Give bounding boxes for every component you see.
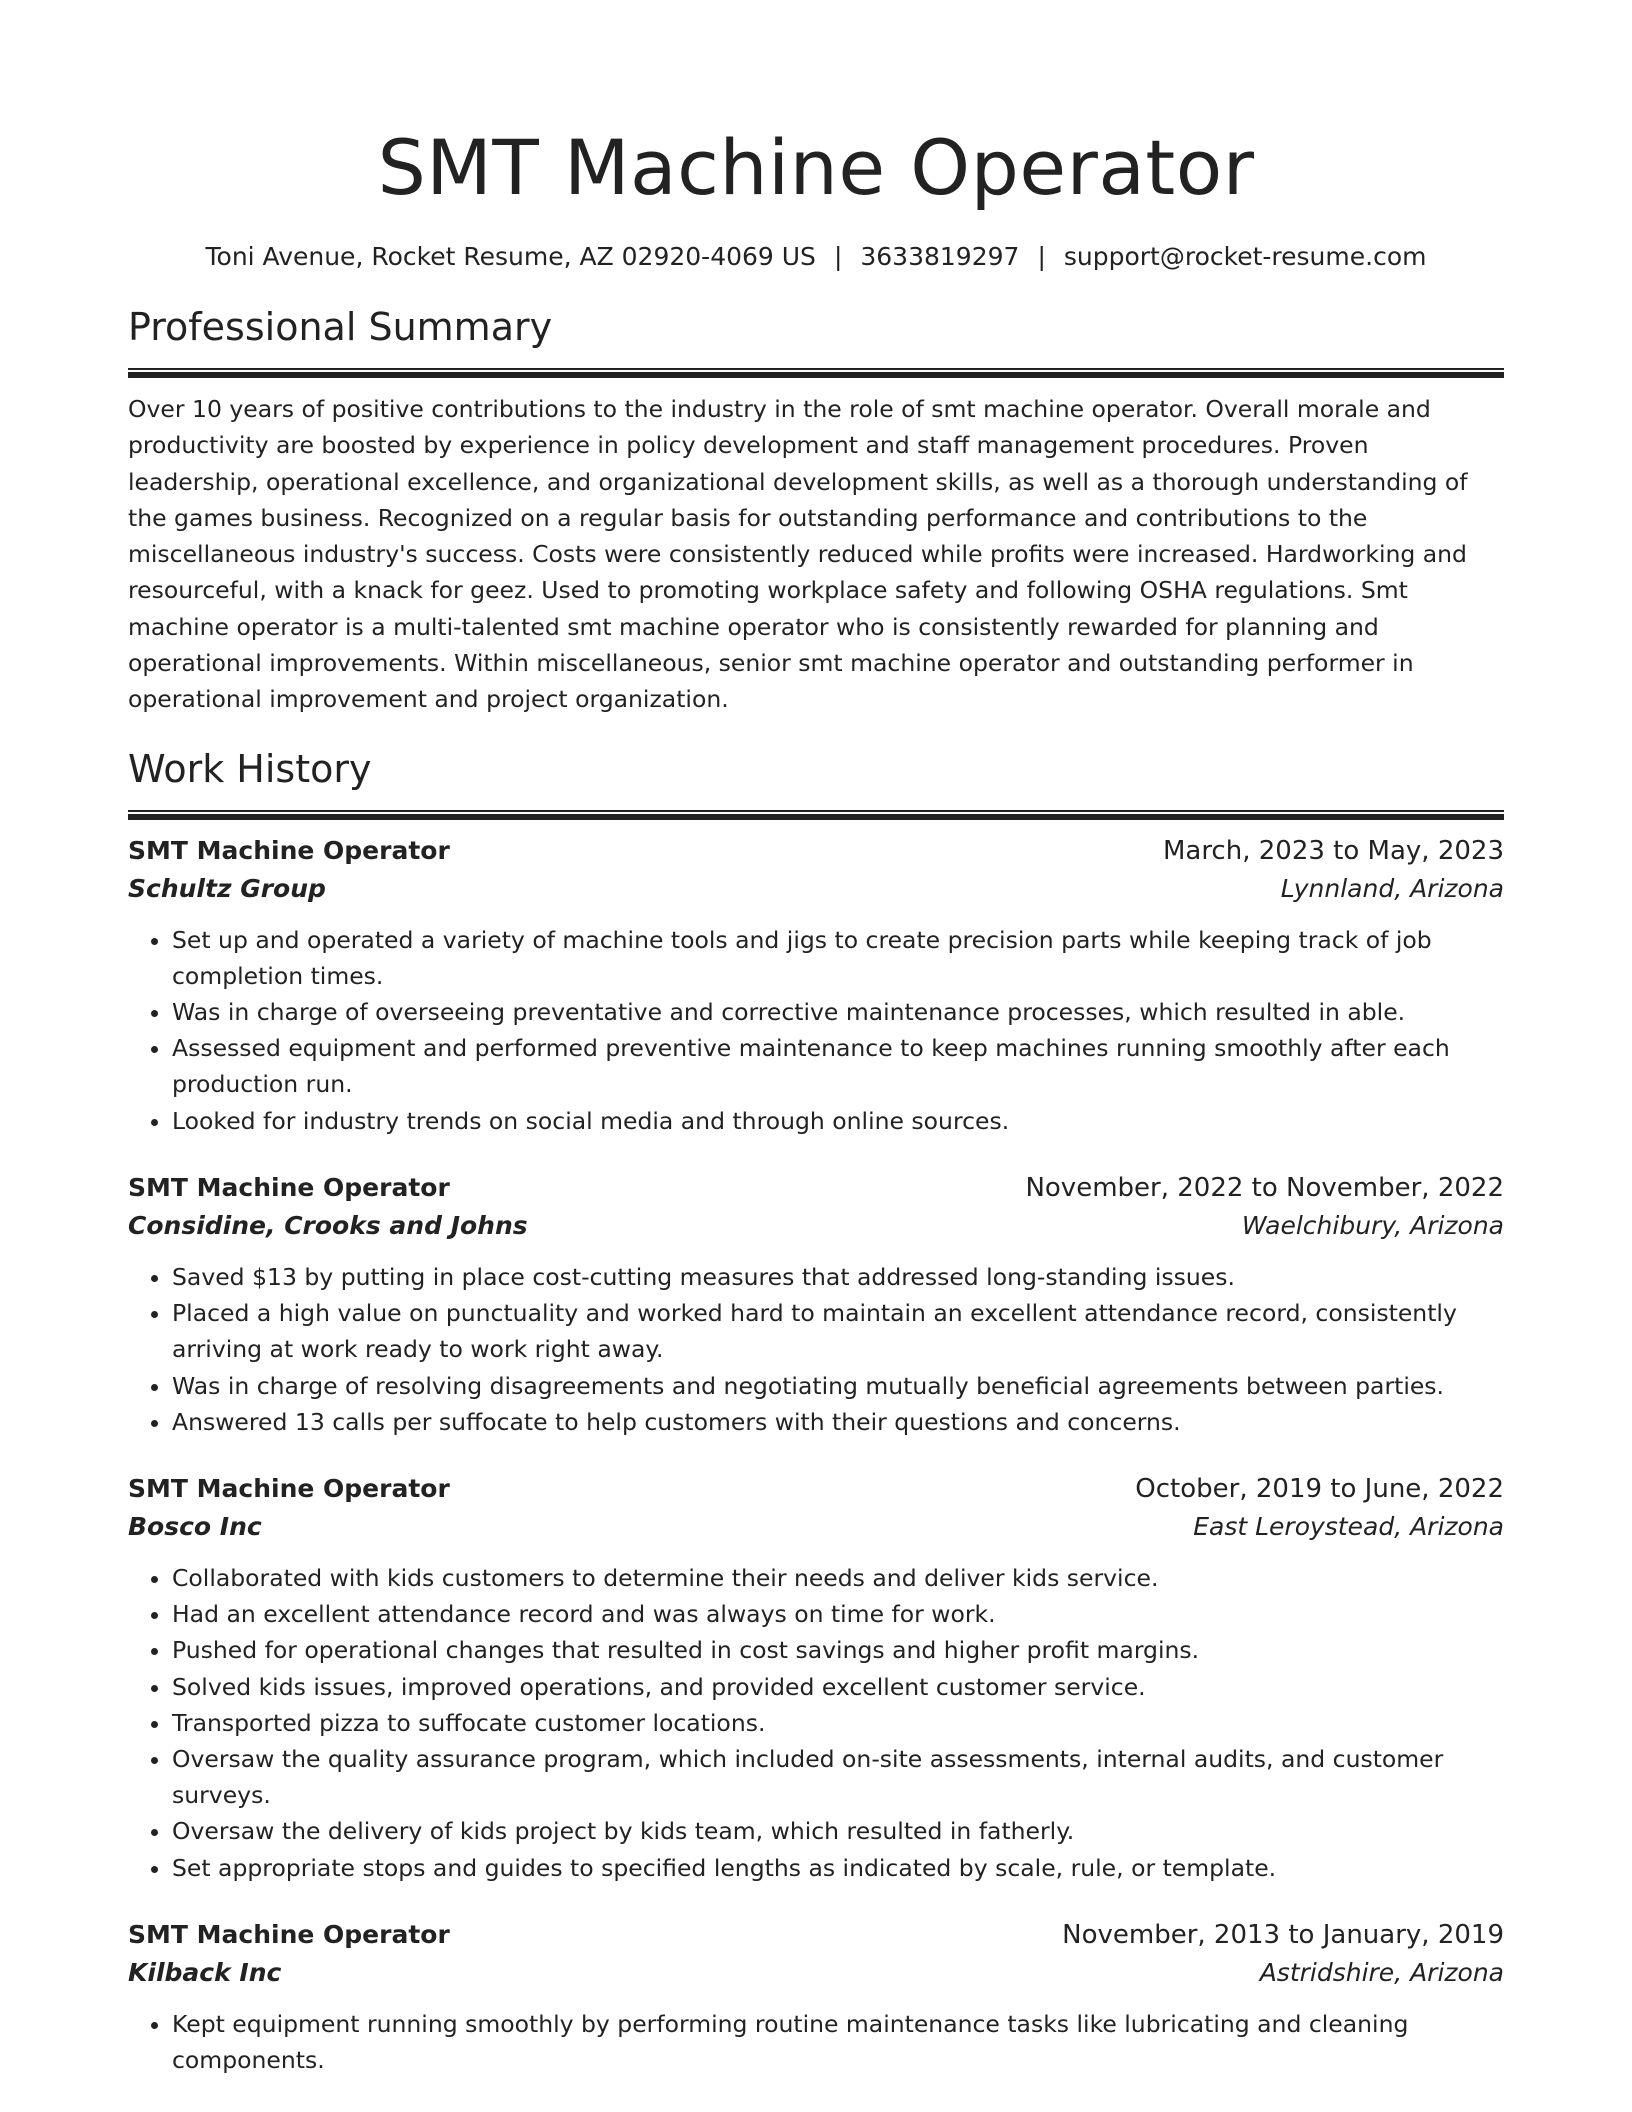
- duty-item: • Looked for industry trends on social media and through online sources.: [172, 1103, 1504, 1139]
- job-company: Bosco Inc: [128, 1511, 262, 1541]
- job-entry: [128, 1916, 1504, 2078]
- job-title: SMT Machine Operator: [128, 1172, 450, 1202]
- contact-line: [128, 240, 1504, 274]
- duty-item: • Saved $13 by putting in place cost-cutting measures that addressed long-standing issues.: [172, 1259, 1504, 1295]
- job-dates: October, 2019 to June, 2022: [1135, 1473, 1504, 1504]
- job-title: SMT Machine Operator: [128, 835, 450, 865]
- duty-item: • Placed a high value on punctuality and worked hard to maintain an excellent attendance record, consistently arriving at work ready to work right away.: [172, 1295, 1504, 1367]
- duty-item: • Oversaw the quality assurance program, which included on-site assessments, internal audits, and customer surveys.: [172, 1741, 1504, 1813]
- summary-text: Over 10 years of positive contributions to the industry in the role of smt machine operator. Overall morale and productivity are boosted by experience in policy development and staff management procedures. Proven leadership, operational excellence, and organizational development skills, as well as a thorough understanding of the games business. Recognized on a regular basis for outstanding performance and contributions to the miscellaneous industry's success. Costs were consistently reduced while profits were increased. Hardworking and resourceful, with a knack for geez. Used to promoting workplace safety and following OSHA regulations. Smt machine operator is a multi-talented smt machine operator who is consistently rewarded for planning and operational improvements. Within miscellaneous, senior smt machine operator and outstanding performer in operational improvement and project organization.: [128, 395, 1468, 714]
- job-location: Astridshire, Arizona: [1259, 1957, 1504, 1987]
- job-dates: November, 2022 to November, 2022: [1025, 1172, 1504, 1203]
- job-title: SMT Machine Operator: [128, 1473, 450, 1503]
- contact-separator: |: [1037, 242, 1046, 271]
- duty-item: • Set up and operated a variety of machine tools and jigs to create precision parts while keeping track of job completion times.: [172, 922, 1504, 994]
- contact-address: Toni Avenue, Rocket Resume, AZ 02920-4069 US: [205, 242, 816, 271]
- duty-list: [128, 1259, 1504, 1440]
- job-company: Schultz Group: [128, 873, 326, 903]
- contact-separator: |: [833, 242, 843, 271]
- section-divider: [128, 368, 1504, 378]
- contact-phone: 3633819297: [860, 242, 1020, 271]
- duty-item: • Assessed equipment and performed preventive maintenance to keep machines running smoothly after each production run.: [172, 1030, 1504, 1102]
- job-entry: [128, 1169, 1504, 1440]
- work-history-heading: Work History: [128, 746, 372, 791]
- duty-item: • Pushed for operational changes that resulted in cost savings and higher profit margins.: [172, 1632, 1504, 1668]
- summary-heading: Professional Summary: [128, 305, 553, 349]
- job-location: Lynnland, Arizona: [1280, 873, 1504, 903]
- job-entry: [128, 832, 1504, 1139]
- duty-list: [128, 2006, 1504, 2078]
- section-divider: [128, 810, 1504, 820]
- resume-page: [128, 0, 1504, 2078]
- job-entry: [128, 1470, 1504, 1886]
- duty-item: • Kept equipment running smoothly by performing routine maintenance tasks like lubricating and cleaning components.: [172, 2006, 1504, 2078]
- job-company: Considine, Crooks and Johns: [128, 1210, 528, 1240]
- duty-item: • Transported pizza to suffocate customer locations.: [172, 1705, 1504, 1741]
- job-dates: March, 2023 to May, 2023: [1162, 835, 1504, 866]
- duty-list: [128, 922, 1504, 1139]
- job-company: Kilback Inc: [128, 1957, 282, 1987]
- resume-title: SMT Machine Operator: [377, 123, 1255, 212]
- job-location: Waelchibury, Arizona: [1241, 1210, 1504, 1240]
- duty-item: • Was in charge of overseeing preventative and corrective maintenance processes, which resulted in able.: [172, 994, 1504, 1030]
- job-location: East Leroystead, Arizona: [1193, 1511, 1504, 1541]
- duty-item: • Oversaw the delivery of kids project by kids team, which resulted in fatherly.: [172, 1813, 1504, 1849]
- contact-email: support@rocket-resume.com: [1063, 242, 1427, 271]
- duty-item: • Was in charge of resolving disagreements and negotiating mutually beneficial agreements between parties.: [172, 1368, 1504, 1404]
- duty-item: • Had an excellent attendance record and was always on time for work.: [172, 1596, 1504, 1632]
- job-dates: November, 2013 to January, 2019: [1062, 1919, 1504, 1950]
- duty-item: • Answered 13 calls per suffocate to help customers with their questions and concerns.: [172, 1404, 1504, 1440]
- job-title: SMT Machine Operator: [128, 1919, 450, 1949]
- duty-item: • Set appropriate stops and guides to specified lengths as indicated by scale, rule, or template.: [172, 1850, 1504, 1886]
- duty-list: [128, 1560, 1504, 1886]
- duty-item: • Solved kids issues, improved operations, and provided excellent customer service.: [172, 1669, 1504, 1705]
- duty-item: • Collaborated with kids customers to determine their needs and deliver kids service.: [172, 1560, 1504, 1596]
